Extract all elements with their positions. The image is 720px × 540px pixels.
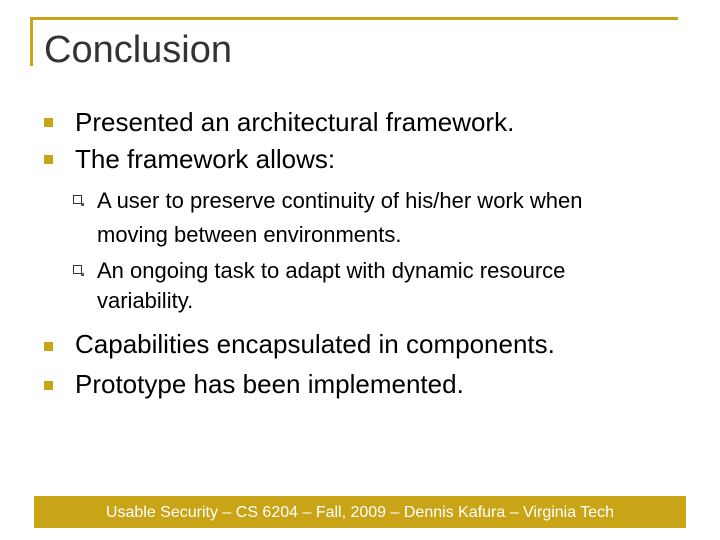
hollow-square-bullet-icon — [73, 265, 82, 274]
bullet-text: Prototype has been implemented. — [75, 369, 464, 399]
hollow-square-bullet-icon — [73, 195, 82, 204]
title-frame-left-rule — [30, 17, 33, 66]
square-bullet-icon — [44, 155, 53, 164]
title-frame-top-rule — [30, 17, 678, 20]
bullet-text: Presented an architectural framework. — [75, 107, 515, 137]
bullet-text: Capabilities encapsulated in components. — [75, 329, 555, 359]
sub-bullet-text: A user to preserve continuity of his/her work when — [97, 188, 583, 213]
slide-title: Conclusion — [44, 29, 232, 71]
sub-bullet-text: An ongoing task to adapt with dynamic resource — [97, 258, 566, 283]
square-bullet-icon — [44, 381, 53, 390]
footer-bar — [34, 496, 686, 528]
sub-bullet-text: variability. — [97, 288, 194, 313]
square-bullet-icon — [44, 118, 53, 127]
bullet-text: The framework allows: — [75, 144, 336, 174]
footer-text: Usable Security – CS 6204 – Fall, 2009 – Dennis Kafura – Virginia Tech — [105, 504, 615, 521]
sub-bullet-text: moving between environments. — [97, 222, 402, 247]
square-bullet-icon — [44, 342, 53, 351]
